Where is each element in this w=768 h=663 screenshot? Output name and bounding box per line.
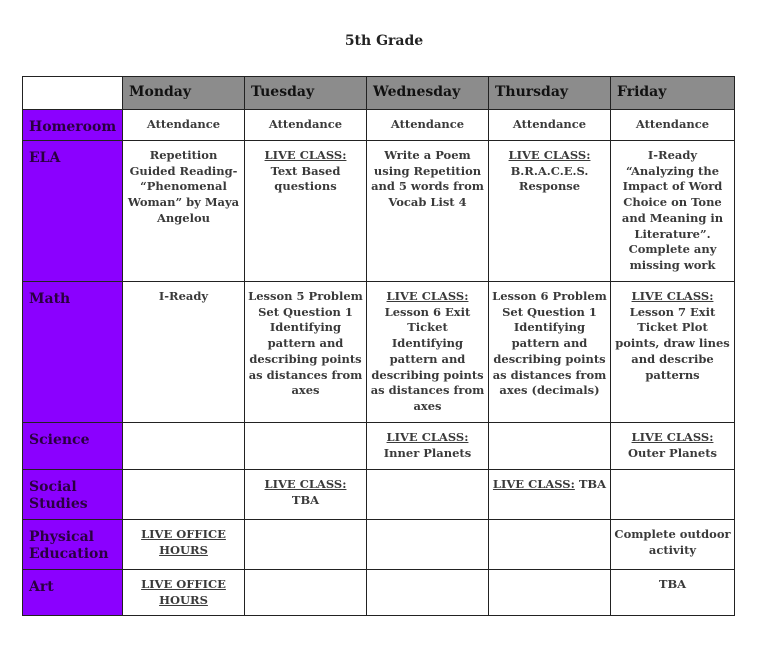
cell-text: B.R.A.C.E.S. Response [510,163,589,194]
cell-homeroom-thursday [489,110,611,141]
live-class-label: LIVE CLASS: [264,148,347,162]
cell-text: I-Ready “Analyzing the Impact of Word Choice on Tone and Meaning in Literature”. Complete any missing work [621,148,724,272]
header-row [23,77,735,110]
cell-art-tuesday [245,570,367,616]
day-header-wednesday: Wednesday [367,77,489,110]
cell-math-friday [611,282,735,423]
cell-homeroom-monday [123,110,245,141]
cell-text: Attendance [635,117,710,131]
row-homeroom [23,110,735,141]
cell-text: Lesson 6 Problem Set Question 1 Identifying pattern and describing points as distances from axes (decimals) [492,289,607,398]
live-class-label: LIVE OFFICE HOURS [141,527,226,557]
subject-label-pe: Physical Education [23,520,123,570]
cell-text: TBA [578,477,607,491]
cell-text: Attendance [146,117,221,131]
cell-text: Attendance [268,117,343,131]
cell-art-monday [123,570,245,616]
cell-pe-wednesday [367,520,489,570]
cell-social-monday [123,470,245,520]
cell-social-wednesday [367,470,489,520]
cell-math-tuesday [245,282,367,423]
subject-label-social: Social Studies [23,470,123,520]
cell-text: Complete outdoor activity [614,527,731,557]
subject-label-science: Science [23,423,123,470]
live-class-label: LIVE CLASS: [386,430,469,444]
live-class-label: LIVE OFFICE HOURS [141,577,226,607]
live-class-label: LIVE CLASS: [631,430,714,444]
row-math [23,282,735,423]
corner-cell [23,77,123,110]
day-header-monday: Monday [123,77,245,110]
subject-label-art: Art [23,570,123,616]
cell-ela-wednesday [367,141,489,282]
cell-math-wednesday [367,282,489,423]
cell-math-thursday [489,282,611,423]
cell-science-friday [611,423,735,470]
cell-text: Text Based questions [270,163,341,194]
subject-label-homeroom: Homeroom [23,110,123,141]
cell-social-thursday [489,470,611,520]
cell-text: Inner Planets [383,445,472,460]
cell-science-wednesday [367,423,489,470]
cell-text: Repetition Guided Reading- “Phenomenal Woman” by Maya Angelou [127,148,240,225]
cell-text: Write a Poem using Repetition and 5 words from Vocab List 4 [371,148,484,210]
row-science [23,423,735,470]
cell-pe-monday [123,520,245,570]
cell-pe-tuesday [245,520,367,570]
cell-text: Attendance [390,117,465,131]
day-header-thursday: Thursday [489,77,611,110]
cell-homeroom-wednesday [367,110,489,141]
live-class-label: LIVE CLASS: [264,477,347,491]
page-title: 5th Grade [344,33,424,49]
day-header-tuesday: Tuesday [245,77,367,110]
row-art [23,570,735,616]
cell-art-friday [611,570,735,616]
cell-art-thursday [489,570,611,616]
live-class-label: LIVE CLASS: [492,477,575,491]
cell-text: TBA [291,492,320,507]
subject-label-math: Math [23,282,123,423]
row-social-studies [23,470,735,520]
cell-ela-friday [611,141,735,282]
cell-text: Attendance [512,117,587,131]
subject-label-ela: ELA [23,141,123,282]
live-class-label: LIVE CLASS: [631,289,714,303]
day-header-friday: Friday [611,77,735,110]
cell-text: Outer Planets [627,445,717,460]
cell-social-friday [611,470,735,520]
cell-pe-friday [611,520,735,570]
cell-science-tuesday [245,423,367,470]
cell-art-wednesday [367,570,489,616]
cell-ela-monday [123,141,245,282]
cell-math-monday [123,282,245,423]
live-class-label: LIVE CLASS: [386,289,469,303]
cell-homeroom-tuesday [245,110,367,141]
row-ela [23,141,735,282]
cell-ela-tuesday [245,141,367,282]
cell-science-monday [123,423,245,470]
cell-science-thursday [489,423,611,470]
cell-text: TBA [658,577,687,591]
cell-text: Lesson 5 Problem Set Question 1 Identifying pattern and describing points as distances from axes [248,289,363,398]
row-physical-education [23,520,735,570]
cell-text: I-Ready [158,289,209,303]
cell-social-tuesday [245,470,367,520]
cell-homeroom-friday [611,110,735,141]
live-class-label: LIVE CLASS: [508,148,591,162]
cell-pe-thursday [489,520,611,570]
weekly-schedule-table [22,76,735,616]
cell-text: Lesson 7 Exit Ticket Plot points, draw lines and describe patterns [615,304,730,382]
cell-text: Lesson 6 Exit Ticket Identifying pattern and describing points as distances from axes [370,304,485,413]
cell-ela-thursday [489,141,611,282]
